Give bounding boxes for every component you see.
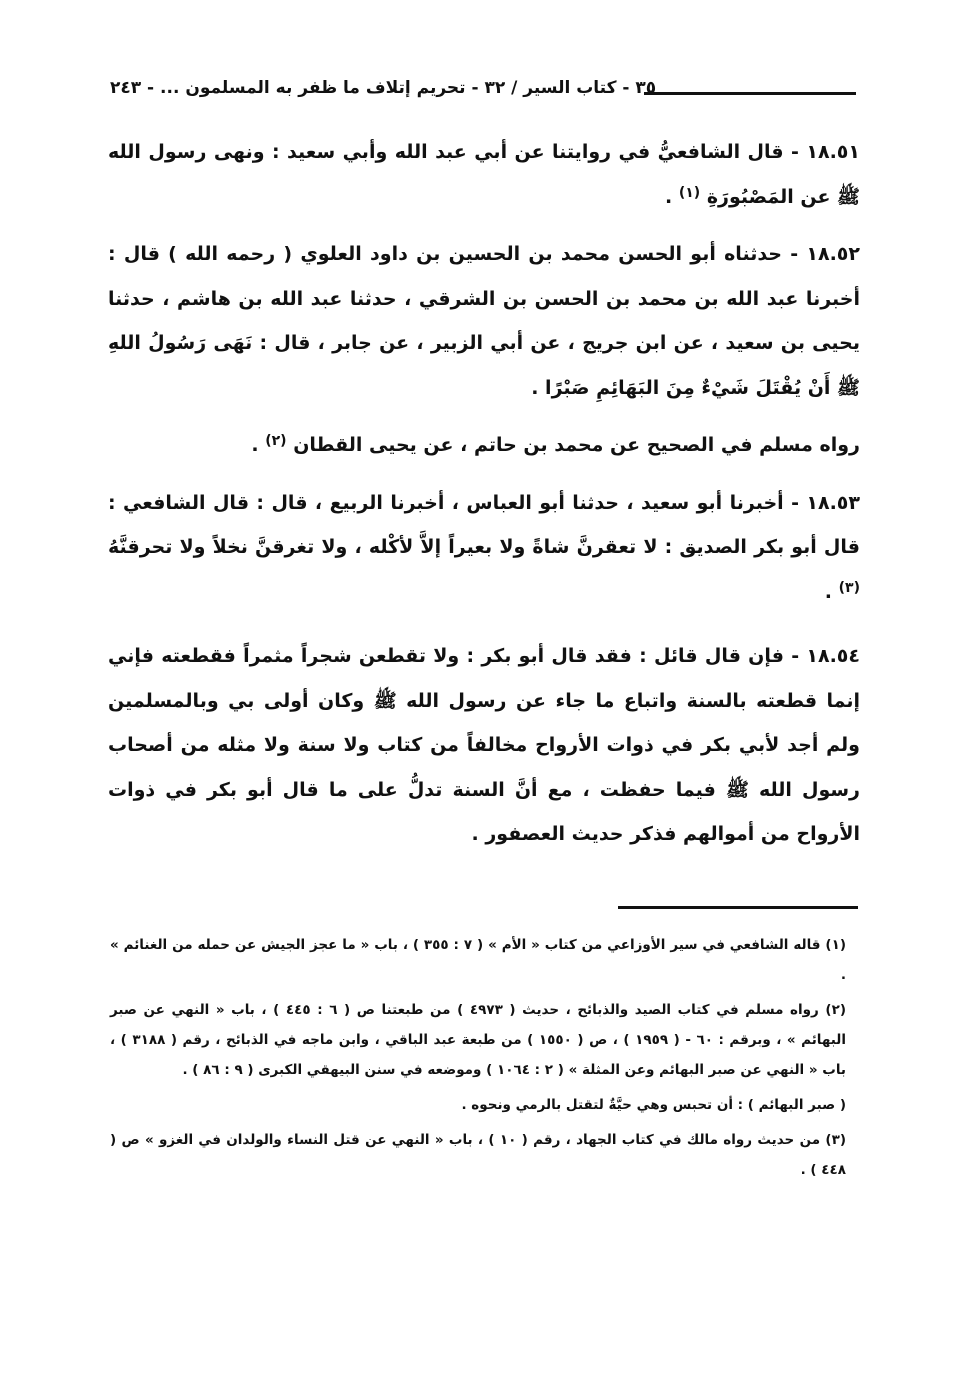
paragraph-text: ١٨.٥٣ - أخبرنا أبو سعيد ، حدثنا أبو العباس ، أخبرنا الربيع ، قال : قال الشافعي : قال أبو بكر الصديق : لا تعقرنَّ شاةً ولا بعيراً إلاَّ لأكْله ، ولا تغرقنَّ نخلاً ولا تحرقنَّهُ	[108, 491, 860, 558]
footnote-ref-1: (١)	[678, 184, 701, 201]
running-header	[110, 78, 856, 112]
footnote-2-gloss: ( صبر البهائم ) : أن تحبس وهي حيَّةٌ لتقتل بالرمي ونحوه .	[461, 1097, 846, 1113]
footnotes	[110, 930, 860, 1190]
footnote-ref-3: (٣)	[838, 579, 860, 596]
footnote-separator	[618, 906, 858, 909]
header-text: ٣٥ - كتاب السير / ٣٢ - تحريم إتلاف ما ظفر به المسلمون ... - ٢٤٣	[110, 78, 657, 98]
paragraph-text: رواه مسلم في الصحيح عن محمد بن حاتم ، عن يحيى القطان	[293, 434, 860, 456]
main-text	[108, 130, 860, 870]
paragraph-tail: .	[824, 580, 839, 603]
paragraph-text: ١٨.٥٢ - حدثناه أبو الحسن محمد بن الحسين بن داود العلوي ( رحمه الله ) قال : أخبرنا عبد الله بن محمد بن الحسن بن الشرقي ، حدثنا عبد الله بن هاشم ، حدثنا يحيى بن سعيد ، عن ابن جريج ، عن أبي الزبير ، عن جابر ، قال : نَهَى رَسُولُ اللهِ ﷺ أَنْ يُقْتَلَ شَيْءٌ مِنَ البَهَائِمِ صَبْرًا .	[108, 243, 860, 399]
paragraph-18-51	[108, 130, 860, 219]
footnote-1: (١) قاله الشافعي في سير الأوزاعي من كتاب « الأم » ( ٧ : ٣٥٥ ) ، باب « ما عجز الجيش عن حمله من الغنائم » .	[110, 937, 846, 983]
paragraph-tail: .	[664, 185, 679, 208]
paragraph-18-52	[108, 232, 860, 410]
paragraph-muslim-riwaya	[108, 423, 860, 468]
footnote-3: (٣) من حديث رواه مالك في كتاب الجهاد ، رقم ( ١٠ ) ، باب « النهي عن قتل النساء والولدان في الغزو » ص ( ٤٤٨ ) .	[110, 1132, 846, 1178]
paragraph-tail: .	[251, 434, 266, 456]
header-rule	[644, 92, 856, 95]
paragraph-18-54	[108, 634, 860, 857]
paragraph-18-53	[108, 481, 860, 615]
paragraph-text: ١٨.٥٤ - فإن قال قائل : فقد قال أبو بكر : ولا تقطعن شجراً مثمراً فقطعته فإني إنما قطعته بالسنة واتباع ما جاء عن رسول الله ﷺ وكان أولى بي وبالمسلمين ولم أجد لأبي بكر في ذوات الأرواح مخالفاً من كتاب ولا سنة ولا مثله من أصحاب رسول الله ﷺ فيما حفظت ، مع أنَّ السنة تدلُّ على ما قال أبو بكر في ذوات الأرواح من أموالهم فذكر حديث العصفور .	[108, 645, 860, 845]
paragraph-text: ١٨.٥١ - قال الشافعيُّ في روايتنا عن أبي عبد الله وأبي سعيد : ونهى رسول الله ﷺ عن المَصْبُورَةِ	[108, 141, 860, 208]
footnote-2: (٢) رواه مسلم في كتاب الصيد والذبائح ، حديث ( ٤٩٧٣ ) من طبعتنا ص ( ٦ : ٤٤٥ ) ، باب « النهي عن صبر البهائم » ، وبرقم : ٦٠ - ( ١٩٥٩ ) ، ص ( ١٥٥٠ ) من طبعة عبد الباقي ، وابن ماجه في الذبائح ، رقم ( ٣١٨٨ ) ، باب « النهي عن صبر البهائم وعن المثلة » ( ٢ : ١٠٦٤ ) وموضعه في سنن البيهقي الكبرى ( ٩ : ٨٦ ) .	[110, 1002, 846, 1078]
footnote-ref-2: (٢)	[265, 433, 287, 449]
